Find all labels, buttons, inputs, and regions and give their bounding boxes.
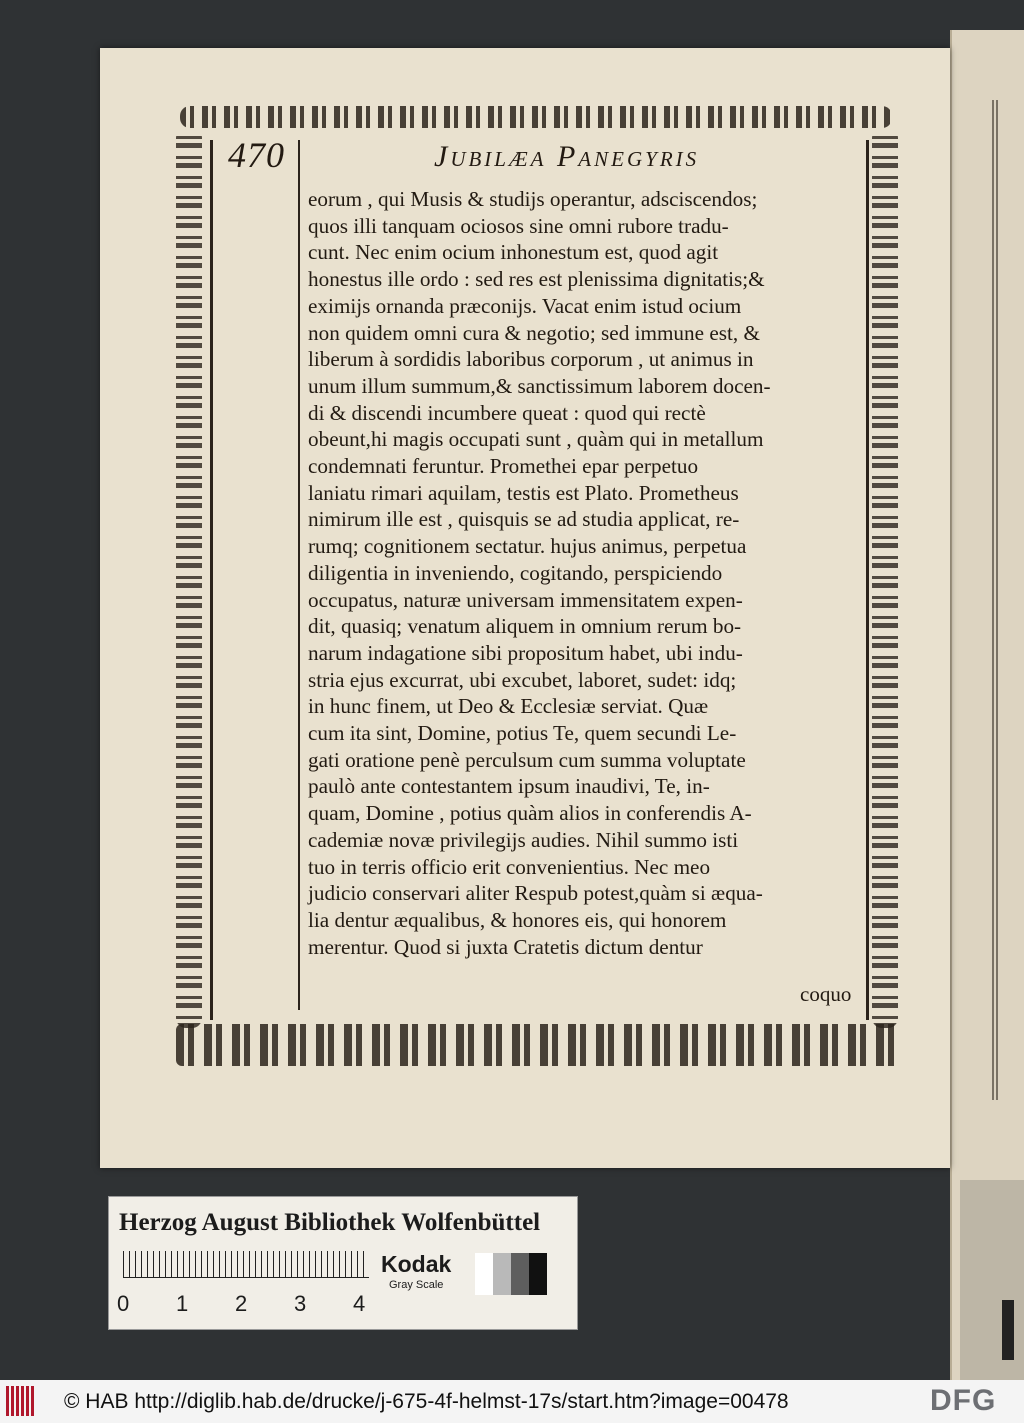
- text-line: dit, quasiq; venatum aliquem in omnium rerum bo-: [308, 614, 742, 639]
- text-line: in hunc finem, ut Deo & Ecclesiæ serviat. Quæ: [308, 694, 709, 719]
- gray-patch: [529, 1253, 547, 1295]
- ornamental-border-right: [872, 128, 898, 1028]
- text-line: merentur. Quod si juxta Cratetis dictum dentur: [308, 934, 703, 959]
- text-line: cum ita sint, Domine, potius Te, quem secundi Le-: [308, 721, 737, 746]
- text-line: diligentia in inveniendo, cogitando, perspiciendo: [308, 560, 723, 585]
- ruler-baseline: [123, 1277, 369, 1278]
- footer-bar: [0, 1380, 1024, 1423]
- gray-scale-patches: [475, 1253, 547, 1295]
- text-line: condemnati feruntur. Promethei epar perpetuo: [308, 454, 699, 479]
- text-line: judicio conservari aliter Respub potest,quàm si æqua-: [308, 881, 763, 906]
- text-line: cademiæ novæ privilegijs audies. Nihil summo isti: [308, 827, 739, 852]
- text-line: nimirum ille est , quisquis se ad studia applicat, re-: [308, 507, 740, 532]
- text-line: quos illi tanquam ociosos sine omni rubore tradu-: [308, 213, 729, 238]
- text-line: occupatus, naturæ universam immensitatem expen-: [308, 587, 743, 612]
- text-line: non quidem omni cura & negotio; sed immune est, &: [308, 320, 760, 345]
- text-line: paulò ante contestantem ipsum inaudivi, Te, in-: [308, 774, 710, 799]
- ruler-label: 4: [353, 1291, 366, 1316]
- ruler-ticks: [123, 1251, 369, 1291]
- text-line: unum illum summum,& sanctissimum laborem docen-: [308, 373, 771, 398]
- gray-patch: [493, 1253, 511, 1295]
- text-line: tuo in terris officio erit convenientius. Nec meo: [308, 854, 711, 879]
- gray-scale-label: Gray Scale: [389, 1279, 444, 1291]
- facing-page-mark: [1002, 1300, 1014, 1360]
- text-line: laniatu rimari aquilam, testis est Plato. Prometheus: [308, 480, 739, 505]
- gray-patch: [475, 1253, 493, 1295]
- gray-patch: [511, 1253, 529, 1295]
- ruler-label: 1: [176, 1291, 189, 1316]
- text-line: cunt. Nec enim ocium inhonestum est, quod agit: [308, 240, 719, 265]
- running-head: Jubilæa Panegyris: [434, 140, 700, 173]
- catchword: coquo: [800, 982, 852, 1006]
- text-line: stria ejus excurrat, ubi excubet, laboret, sudet: idq;: [308, 667, 737, 692]
- text-line: quam, Domine , potius quàm alios in conferendis A-: [308, 801, 752, 826]
- color-calibration-card: [108, 1196, 578, 1330]
- facing-page-ornament: [992, 100, 1024, 1100]
- kodak-brand: Kodak: [381, 1251, 452, 1277]
- ornamental-border-bottom: [176, 1024, 900, 1066]
- ruler-label: 2: [235, 1291, 248, 1316]
- text-line: liberum à sordidis laboribus corporum , ut animus in: [308, 347, 754, 372]
- ornamental-border-left: [176, 128, 202, 1028]
- text-line: narum indagatione sibi propositum habet, ubi indu-: [308, 640, 743, 665]
- ornamental-border-top: [180, 106, 892, 128]
- body-text: [308, 186, 868, 960]
- text-line: eorum , qui Musis & studijs operantur, adsciscendos;: [308, 187, 758, 211]
- frame-rule-left: [210, 140, 213, 1020]
- margin-rule: [298, 140, 300, 1010]
- text-line: rumq; cognitionem sectatur. hujus animus, perpetua: [308, 534, 747, 559]
- facing-page-strip: [960, 1180, 1024, 1380]
- text-line: lia dentur æqualibus, & honores eis, qui honorem: [308, 907, 727, 932]
- footer-copyright-link[interactable]: © HAB http://diglib.hab.de/drucke/j-675-4f-helmst-17s/start.htm?image=00478: [64, 1390, 789, 1413]
- text-line: eximijs ornanda præconijs. Vacat enim istud ocium: [308, 293, 742, 318]
- text-line: gati oratione penè perculsum cum summa voluptate: [308, 747, 746, 772]
- card-title: Herzog August Bibliothek Wolfenbüttel: [119, 1209, 541, 1236]
- text-line: obeunt,hi magis occupati sunt , quàm qui in metallum: [308, 427, 764, 452]
- text-line: honestus ille ordo : sed res est plenissima dignitatis;&: [308, 267, 765, 292]
- hab-logo-icon: [6, 1386, 46, 1416]
- ruler-label: 0: [117, 1291, 130, 1316]
- page-number: 470: [228, 135, 285, 175]
- dfg-logo: DFG: [930, 1384, 997, 1417]
- text-line: di & discendi incumbere queat : quod qui rectè: [308, 400, 706, 425]
- ruler-label: 3: [294, 1291, 307, 1316]
